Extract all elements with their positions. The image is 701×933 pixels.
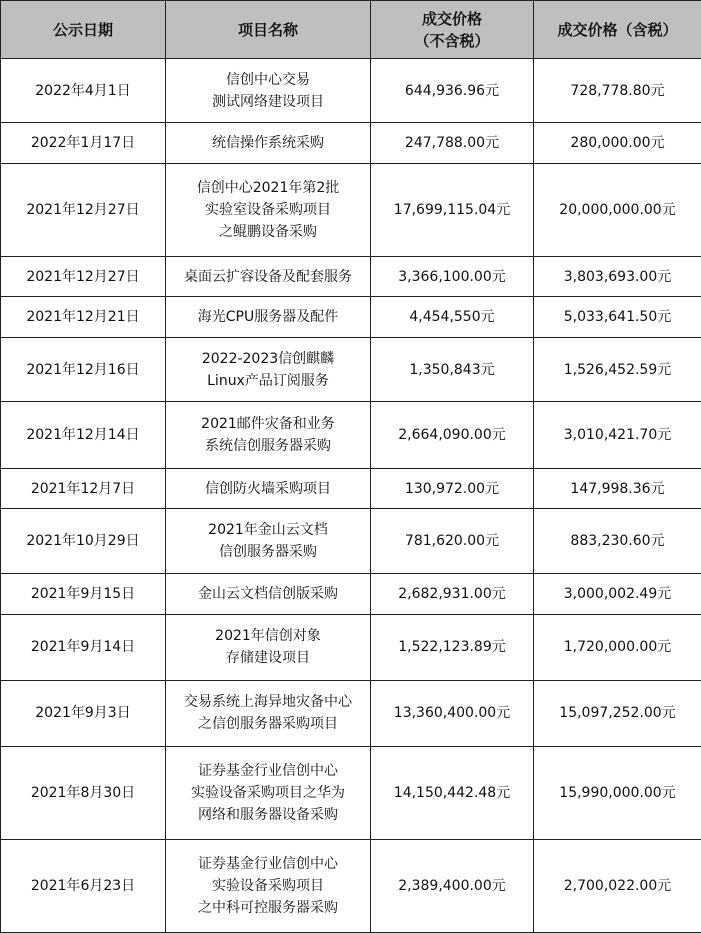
table-row	[1, 839, 701, 932]
cell-project-name: 信创中心2021年第2批 实验室设备采购项目 之鲲鹏设备采购	[166, 164, 371, 257]
header-row	[1, 1, 701, 59]
cell-project-name: 信创中心交易 测试网络建设项目	[166, 59, 371, 123]
table-row	[1, 402, 701, 469]
cell-date: 2021年12月16日	[1, 338, 166, 402]
cell-price-incl-tax: 5,033,641.50元	[534, 297, 701, 338]
table-row	[1, 573, 701, 614]
cell-date: 2022年4月1日	[1, 59, 166, 123]
table-row	[1, 680, 701, 746]
cell-date: 2021年9月3日	[1, 680, 166, 746]
cell-price-excl-tax: 2,389,400.00元	[371, 839, 534, 932]
cell-price-incl-tax: 280,000.00元	[534, 123, 701, 164]
table-row	[1, 746, 701, 839]
cell-price-incl-tax: 20,000,000.00元	[534, 164, 701, 257]
cell-project-name: 2022-2023信创麒麟 Linux产品订阅服务	[166, 338, 371, 402]
cell-price-incl-tax: 3,803,693.00元	[534, 257, 701, 297]
header-date: 公示日期	[1, 1, 166, 59]
cell-price-excl-tax: 644,936.96元	[371, 59, 534, 123]
cell-project-name: 海光CPU服务器及配件	[166, 297, 371, 338]
table-row	[1, 469, 701, 509]
cell-date: 2021年9月14日	[1, 614, 166, 680]
cell-price-excl-tax: 130,972.00元	[371, 469, 534, 509]
cell-price-incl-tax: 15,097,252.00元	[534, 680, 701, 746]
cell-price-excl-tax: 781,620.00元	[371, 509, 534, 573]
cell-date: 2022年1月17日	[1, 123, 166, 164]
cell-date: 2021年12月7日	[1, 469, 166, 509]
cell-project-name: 2021邮件灾备和业务 系统信创服务器采购	[166, 402, 371, 469]
cell-price-incl-tax: 883,230.60元	[534, 509, 701, 573]
cell-price-incl-tax: 147,998.36元	[534, 469, 701, 509]
header-price-incl-tax: 成交价格（含税）	[534, 1, 701, 59]
table-row	[1, 614, 701, 680]
cell-price-incl-tax: 1,526,452.59元	[534, 338, 701, 402]
cell-date: 2021年9月15日	[1, 573, 166, 614]
cell-date: 2021年12月27日	[1, 164, 166, 257]
table-row	[1, 59, 701, 123]
cell-project-name: 统信操作系统采购	[166, 123, 371, 164]
cell-project-name: 证券基金行业信创中心 实验设备采购项目 之中科可控服务器采购	[166, 839, 371, 932]
table-row	[1, 164, 701, 257]
cell-project-name: 金山云文档信创版采购	[166, 573, 371, 614]
cell-price-incl-tax: 3,010,421.70元	[534, 402, 701, 469]
cell-price-excl-tax: 3,366,100.00元	[371, 257, 534, 297]
cell-date: 2021年12月27日	[1, 257, 166, 297]
cell-project-name: 证券基金行业信创中心 实验设备采购项目之华为 网络和服务器设备采购	[166, 746, 371, 839]
header-project-name: 项目名称	[166, 1, 371, 59]
cell-price-excl-tax: 2,682,931.00元	[371, 573, 534, 614]
cell-price-excl-tax: 2,664,090.00元	[371, 402, 534, 469]
cell-price-excl-tax: 247,788.00元	[371, 123, 534, 164]
cell-project-name: 信创防火墙采购项目	[166, 469, 371, 509]
table-row	[1, 509, 701, 573]
cell-project-name: 桌面云扩容设备及配套服务	[166, 257, 371, 297]
table-row	[1, 123, 701, 164]
cell-price-excl-tax: 1,522,123.89元	[371, 614, 534, 680]
table-row	[1, 338, 701, 402]
cell-price-incl-tax: 728,778.80元	[534, 59, 701, 123]
cell-date: 2021年12月14日	[1, 402, 166, 469]
cell-date: 2021年6月23日	[1, 839, 166, 932]
cell-price-incl-tax: 15,990,000.00元	[534, 746, 701, 839]
header-price-excl-tax: 成交价格 （不含税）	[371, 1, 534, 59]
cell-price-incl-tax: 1,720,000.00元	[534, 614, 701, 680]
cell-date: 2021年10月29日	[1, 509, 166, 573]
cell-project-name: 2021年信创对象 存储建设项目	[166, 614, 371, 680]
cell-price-excl-tax: 4,454,550元	[371, 297, 534, 338]
table-row	[1, 297, 701, 338]
cell-project-name: 交易系统上海异地灾备中心 之信创服务器采购项目	[166, 680, 371, 746]
cell-price-excl-tax: 13,360,400.00元	[371, 680, 534, 746]
cell-price-excl-tax: 1,350,843元	[371, 338, 534, 402]
table-row	[1, 257, 701, 297]
cell-project-name: 2021年金山云文档 信创服务器采购	[166, 509, 371, 573]
cell-date: 2021年12月21日	[1, 297, 166, 338]
cell-price-incl-tax: 3,000,002.49元	[534, 573, 701, 614]
cell-price-incl-tax: 2,700,022.00元	[534, 839, 701, 932]
cell-price-excl-tax: 17,699,115.04元	[371, 164, 534, 257]
cell-date: 2021年8月30日	[1, 746, 166, 839]
cell-price-excl-tax: 14,150,442.48元	[371, 746, 534, 839]
